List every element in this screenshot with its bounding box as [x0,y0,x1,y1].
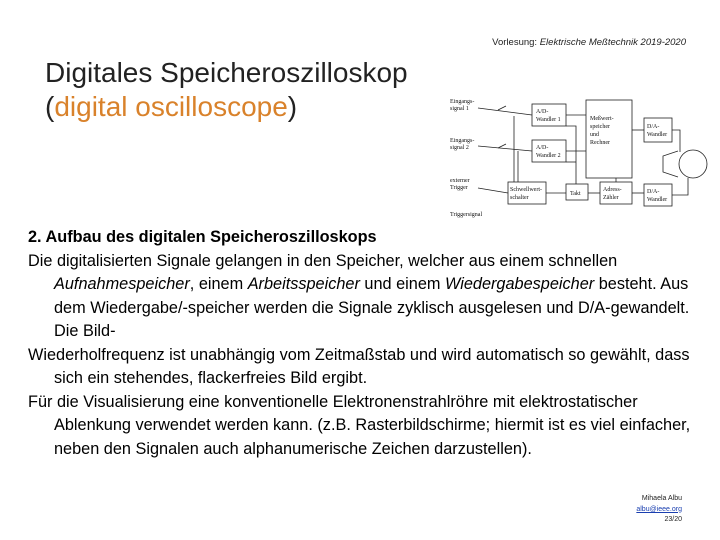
label-trigger-signal: Triggersignal [450,212,483,218]
da-converter-1-box [644,118,672,142]
page-number: 23/20 [664,516,682,523]
section-heading: 2. Aufbau des digitalen Speicheroszilloskops [28,228,377,246]
label-da1: D/A- [647,124,660,130]
header-course: Elektrische Meßtechnik 2019-2020 [539,37,686,48]
label-address-b: Zähler [603,195,619,201]
term-wiedergabespeicher: Wiedergabespeicher [445,275,595,293]
label-address: Adress- [603,187,622,193]
label-input-1b: signal 1 [450,106,469,112]
course-header [492,37,686,48]
label-input-1: Eingangs- [450,99,475,105]
label-external-b: Trigger [450,185,468,191]
term-aufnahmespeicher: Aufnahmespeicher [54,275,190,293]
p1-text-1: Die digitalisierten Signale gelangen in den Speicher, welcher aus einem schnellen [28,251,618,270]
title-line-1: Digitales Speicheroszilloskop [45,57,408,88]
label-memory-b: speicher [590,124,610,130]
author-name: Mihaela Albu [641,495,682,502]
crt-neck [663,151,678,177]
label-memory: Meßwert- [590,116,614,122]
title-paren-open: ( [45,91,55,122]
label-threshold-b: schalter [510,195,529,201]
term-arbeitsspeicher: Arbeitsspeicher [247,275,360,293]
memory-box [586,100,632,178]
slide-footer [636,494,682,526]
label-input-2b: signal 2 [450,145,469,151]
label-da2b: Wandler [647,197,668,203]
paragraph-memory [28,250,716,344]
label-input-2: Eingangs- [450,138,475,144]
label-da2: D/A- [647,189,660,195]
p1-text-2: , einem [189,275,248,293]
slide-body [28,226,716,461]
label-memory-c: und [590,132,599,138]
label-memory-d: Rechner [590,140,610,146]
author-email-link[interactable]: albu@ieee.org [636,505,682,513]
title-paren-close: ) [287,91,298,122]
label-ad2: A/D- [536,145,549,151]
label-da1b: Wandler [647,132,668,138]
label-ad1b: Wandler 1 [536,117,561,123]
p1-text-3: und einem [359,275,445,293]
header-prefix: Vorlesung: [492,37,540,48]
label-clock: Takt [570,191,581,197]
block-diagram [448,96,710,220]
paragraph-refresh: Wiederholfrequenz ist unabhängig vom Zeitmaßstab und wird automatisch so gewählt, dass sich ein stehendes, flackerfreies Bild ergibt. [28,345,690,387]
title-line-2 [45,90,408,124]
slide-title [45,56,408,124]
label-external: externer [450,178,470,184]
label-threshold: Schwellwert- [510,187,542,193]
p1-text-4: besteht. Aus dem Wiedergabe/-speicher werden die Signale zyklisch ausgelesen und D/A-gewandelt. Die Bild- [54,275,690,340]
paragraph-visualization: Für die Visualisierung eine konventionelle Elektronenstrahlröhre mit elektrostatischer Ablenkung verwendet werden kann. (z.B. Rasterbildschirme; hiermit ist es viel einfacher, neben den Signalen auch alphanumerische Zeichen darzustellen). [28,392,691,458]
label-ad1: A/D- [536,109,549,115]
crt-screen [679,150,707,178]
title-english: digital oscilloscope [54,91,288,122]
label-ad2b: Wandler 2 [536,153,561,159]
